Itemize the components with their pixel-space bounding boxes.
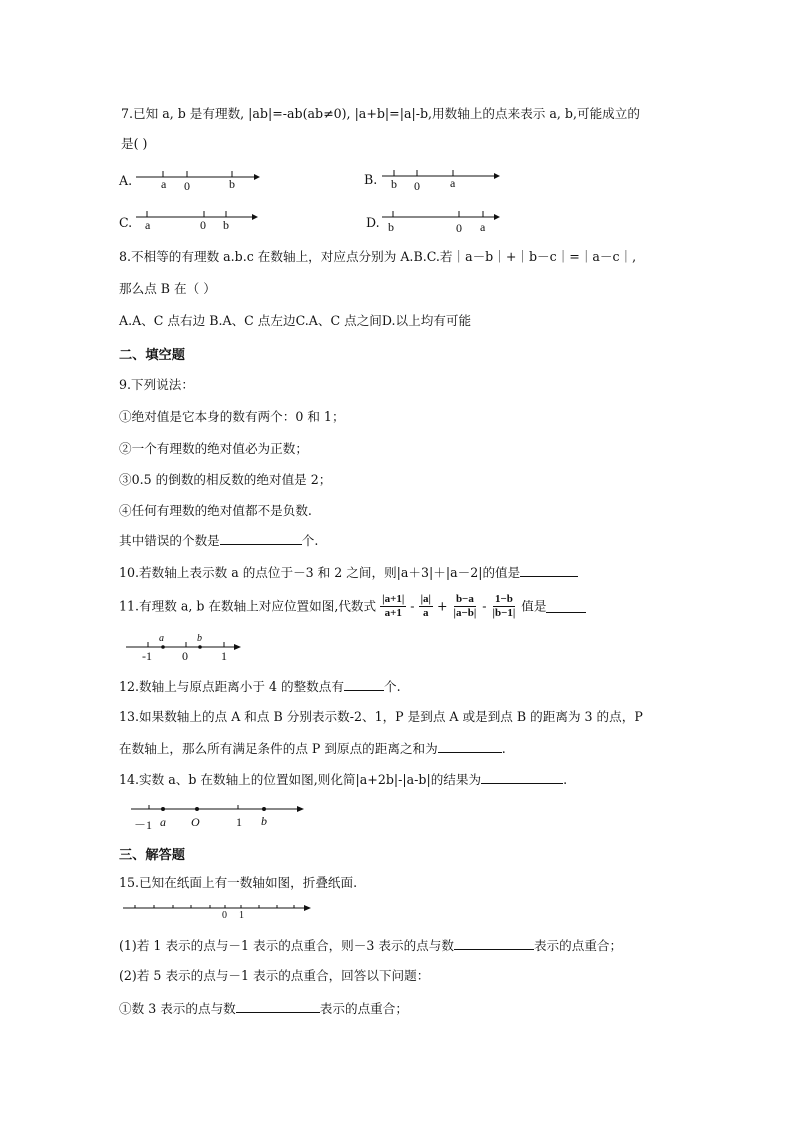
section-fill-in-heading: 二、填空题 (119, 348, 185, 363)
q7-c-mark-0: 0 (200, 218, 206, 232)
q9-question (119, 532, 318, 549)
q11-op3: - (482, 598, 487, 614)
q11-axis-a: a (159, 633, 164, 644)
q11-op2: + (436, 598, 448, 614)
q7-c-mark-b: b (223, 218, 229, 232)
q13-line2 (119, 740, 506, 757)
q11-f4-den: |b−1| (492, 607, 516, 619)
q12-answer-blank[interactable] (344, 678, 384, 691)
q14-after: . (563, 772, 568, 787)
q15-p2a-before: ①数 3 表示的点与数 (119, 1001, 236, 1016)
q11-fraction-3 (452, 593, 479, 620)
q7-option-a-label: A. (119, 173, 133, 188)
q7-line1: 7.已知 a, b 是有理数, |ab|=-ab(ab≠0), |a+b|=|a|-b,用数轴上的点来表示 a, b,可能成立的 (121, 106, 640, 121)
q7-b-mark-b: b (391, 177, 397, 191)
q7-a-mark-a: a (161, 177, 167, 191)
q8-line1: 8.不相等的有理数 a.b.c 在数轴上，对应点分别为 A.B.C.若｜a－b｜+｜b－c｜=｜a－c｜, (119, 249, 637, 264)
q7-c-mark-a: a (145, 218, 151, 232)
q11-op1: - (410, 598, 415, 614)
q11-f2-num: |a| (420, 593, 431, 605)
q12 (119, 678, 401, 695)
q14-axis-b: b (261, 814, 267, 828)
q11-fraction-1 (380, 593, 406, 620)
q10-text: 10.若数轴上表示数 a 的点位于－3 和 2 之间，则|a＋3|＋|a－2|的值是 (119, 565, 521, 580)
q10 (119, 564, 578, 581)
q11-f2-den: a (422, 607, 429, 619)
q7-option-d-label: D. (366, 215, 380, 230)
q15-part2: (2)若 5 表示的点与－1 表示的点重合，回答以下问题： (119, 968, 430, 983)
q8-line2: 那么点 B 在（ ） (119, 281, 216, 296)
q13-line2-after: . (501, 741, 506, 756)
q11 (119, 591, 586, 622)
q10-answer-blank[interactable] (520, 564, 578, 577)
q14-before: 14.实数 a、b 在数轴上的位置如图,则化简|a+2b|-|a-b|的结果为 (119, 772, 482, 787)
q11-f3-num: b−a (455, 593, 474, 605)
q15-p1-answer-blank[interactable] (454, 937, 534, 950)
q14-axis-minus1: －1 (134, 818, 153, 832)
q7-a-mark-b: b (229, 177, 235, 191)
q11-axis-minus1: -1 (142, 649, 152, 663)
q11-fraction-4 (491, 593, 518, 620)
q7-d-mark-b: b (388, 220, 394, 234)
q7-b-mark-a: a (450, 176, 456, 190)
q14-answer-blank[interactable] (481, 771, 563, 784)
q15-p2a-answer-blank[interactable] (236, 1000, 320, 1013)
q7-b-mark-0: 0 (414, 179, 420, 193)
q12-before: 12.数轴上与原点距离小于 4 的整数点有 (119, 679, 344, 694)
q9-question-after: 个. (301, 533, 319, 548)
q14-axis-origin: O (191, 815, 200, 829)
q7-option-c-label: C. (119, 215, 133, 230)
q14-axis-a: a (160, 815, 166, 829)
q7-option-a-number-line (130, 166, 260, 194)
q15-p2a-after: 表示的点重合； (319, 1001, 408, 1016)
q7-d-mark-0: 0 (456, 221, 462, 235)
q9-intro: 9.下列说法： (119, 377, 194, 392)
q11-answer-blank[interactable] (546, 600, 586, 613)
q9-question-before: 其中错误的个数是 (119, 533, 220, 548)
q15-p1-after: 表示的点重合； (533, 938, 623, 953)
q15-p1-before: (1)若 1 表示的点与－1 表示的点重合，则－3 表示的点与数 (119, 938, 454, 953)
q9-item-3: ③0.5 的倒数的相反数的绝对值是 2； (119, 472, 332, 487)
q11-f1-den: a+1 (384, 607, 402, 619)
q11-f3-den: |a−b| (453, 607, 477, 619)
q15-number-line (121, 902, 311, 914)
q15-axis-0: 0 (222, 910, 227, 921)
q9-answer-blank[interactable] (220, 532, 302, 545)
q9-item-2: ②一个有理数的绝对值必为正数； (119, 441, 308, 456)
q15-axis-1: 1 (239, 910, 244, 921)
q11-axis-0: 0 (182, 649, 188, 663)
q7-option-c-number-line (132, 207, 258, 235)
q11-f1-num: |a+1| (382, 593, 405, 605)
q15-part1 (119, 937, 622, 954)
q11-fraction-2 (419, 593, 433, 620)
q13-answer-blank[interactable] (438, 740, 502, 753)
q13-line2-before: 在数轴上，那么所有满足条件的点 P 到原点的距离之和为 (119, 741, 438, 756)
q11-axis-b: b (197, 633, 202, 644)
q15-part2a (119, 1000, 408, 1017)
q15-intro: 15.已知在纸面上有一数轴如图，折叠纸面. (119, 875, 358, 890)
q14-axis-1: 1 (236, 815, 242, 829)
q14-number-line (127, 799, 305, 819)
q7-a-mark-0: 0 (184, 179, 190, 193)
q14 (119, 771, 567, 788)
q8-options: A.A、C 点右边 B.A、C 点左边C.A、C 点之间D.以上均有可能 (119, 313, 472, 328)
q12-after: 个. (383, 679, 401, 694)
q7-option-b-label: B. (364, 172, 378, 187)
q11-f4-num: 1−b (494, 593, 513, 605)
q9-item-4: ④任何有理数的绝对值都不是负数. (119, 503, 312, 518)
q11-prefix: 11.有理数 a, b 在数轴上对应位置如图,代数式 (119, 598, 377, 614)
q7-line2: 是( ) (121, 136, 148, 151)
q11-suffix: 值是 (521, 598, 547, 614)
q13-line1: 13.如果数轴上的点 A 和点 B 分别表示数-2、1，P 是到点 A 或是到点 B 的距离为 3 的点，P (119, 709, 643, 724)
section-answer-heading: 三、解答题 (119, 848, 185, 863)
q11-axis-1: 1 (221, 649, 227, 663)
q9-item-1: ①绝对值是它本身的数有两个：0 和 1； (119, 409, 345, 424)
q7-d-mark-a: a (480, 220, 486, 234)
